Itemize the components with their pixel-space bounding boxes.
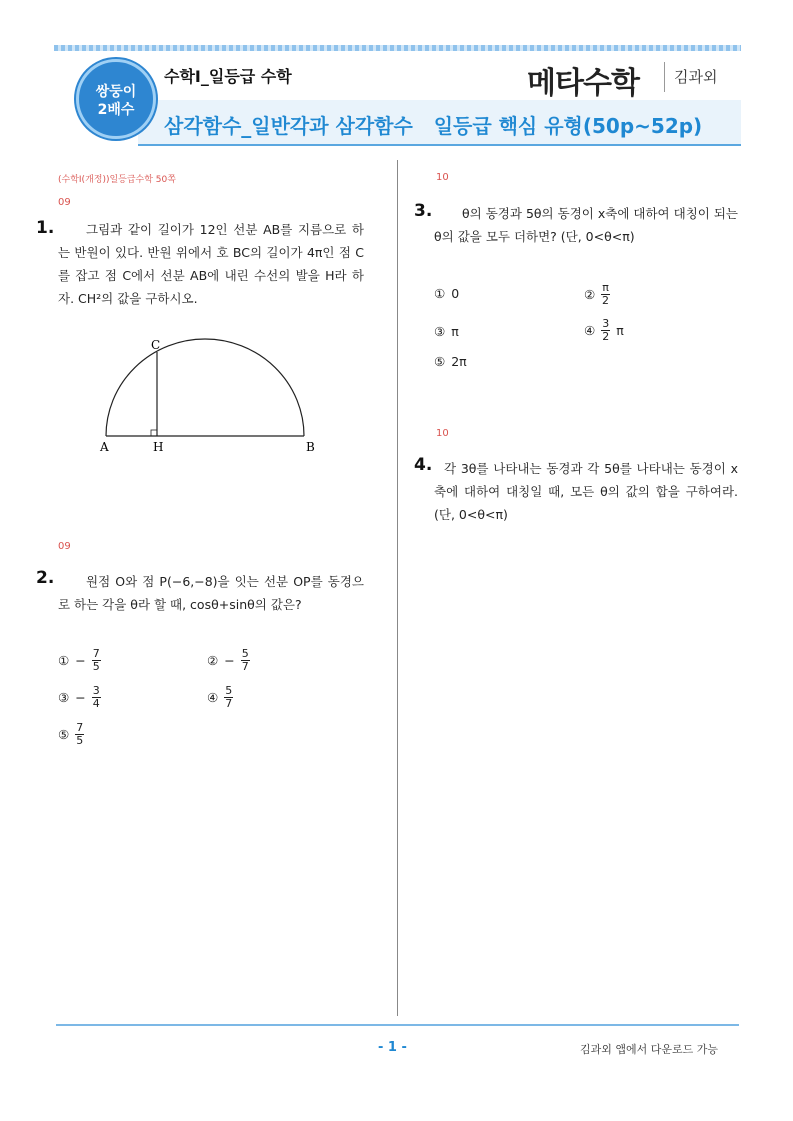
q2-choice-5[interactable]: ⑤ $\frac{7}{5}$ bbox=[58, 721, 84, 747]
page-subtitle: 수학Ⅰ_일등급 수학 bbox=[164, 67, 292, 86]
twin-badge bbox=[76, 59, 156, 139]
q3-choice-1[interactable]: ① 0 bbox=[434, 286, 460, 301]
label-a: A bbox=[100, 440, 109, 454]
brand-divider bbox=[664, 62, 665, 92]
q2-choice-2[interactable]: ② − $\frac{5}{7}$ bbox=[207, 647, 249, 673]
q3-text: θ의 동경과 5θ의 동경이 x축에 대하여 대칭이 되는 θ의 값을 모두 더하면? (단, 0<θ<π) bbox=[434, 206, 738, 244]
kimgwaoe-logo: 김과외 bbox=[674, 68, 718, 86]
semicircle-arc bbox=[106, 339, 304, 436]
header-stripe bbox=[54, 45, 741, 51]
column-divider bbox=[397, 160, 398, 1016]
semicircle-figure bbox=[98, 338, 322, 456]
source-label: (수학Ⅰ(개정))일등급수학 50쪽 bbox=[58, 175, 176, 185]
download-note: 김과외 앱에서 다운로드 가능 bbox=[580, 1043, 719, 1056]
right-angle-mark bbox=[151, 430, 157, 436]
label-b: B bbox=[306, 440, 315, 454]
q3-number: 3. bbox=[414, 201, 433, 221]
q2-code: 09 bbox=[58, 541, 71, 552]
q2-choice-4[interactable]: ④ $\frac{5}{7}$ bbox=[207, 684, 233, 710]
q2-choice-1[interactable]: ① − $\frac{7}{5}$ bbox=[58, 647, 100, 673]
label-c: C bbox=[151, 338, 161, 352]
q3-choice-5[interactable]: ⑤ 2π bbox=[434, 354, 467, 369]
label-h: H bbox=[153, 440, 164, 454]
q3-code: 10 bbox=[436, 172, 449, 183]
q1-text: 그림과 같이 길이가 12인 선분 AB를 지름으로 하는 반원이 있다. 반원 위에서 호 BC의 길이가 4π인 점 C를 잡고 점 C에서 선분 AB에 내린 수선의 발을 H라 하자. CH²의 값을 구하시오. bbox=[58, 222, 364, 306]
q4-code: 10 bbox=[436, 428, 449, 439]
page-title: 삼각함수_일반각과 삼각함수 일등급 핵심 유형(50p~52p) bbox=[164, 114, 703, 138]
q4-text: 각 3θ를 나타내는 동경과 각 5θ를 나타내는 동경이 x축에 대하여 대칭일 때, 모든 θ의 값의 합을 구하여라. (단, 0<θ<π) bbox=[434, 461, 738, 522]
q3-choice-4[interactable]: ④ $\frac{3}{2}$ π bbox=[584, 317, 624, 343]
badge-line1: 쌍둥이 bbox=[95, 84, 137, 100]
page-number: - 1 - bbox=[378, 1040, 407, 1055]
q3-choice-3[interactable]: ③ π bbox=[434, 324, 459, 339]
footer-line bbox=[56, 1024, 739, 1026]
q2-choice-3[interactable]: ③ − $\frac{3}{4}$ bbox=[58, 684, 100, 710]
q2-number: 2. bbox=[36, 568, 55, 588]
q1-code: 09 bbox=[58, 197, 71, 208]
q3-choice-2[interactable]: ② $\frac{\pi}{2}$ bbox=[584, 281, 610, 307]
badge-line2: 2배수 bbox=[97, 102, 135, 118]
brand-logo: 메타수학 bbox=[527, 66, 639, 101]
q2-text: 원점 O와 점 P(−6,−8)을 잇는 선분 OP를 동경으로 하는 각을 θ라 할 때, cosθ+sinθ의 값은? bbox=[58, 574, 364, 612]
q4-number: 4. bbox=[414, 455, 433, 475]
q1-number: 1. bbox=[36, 218, 55, 238]
